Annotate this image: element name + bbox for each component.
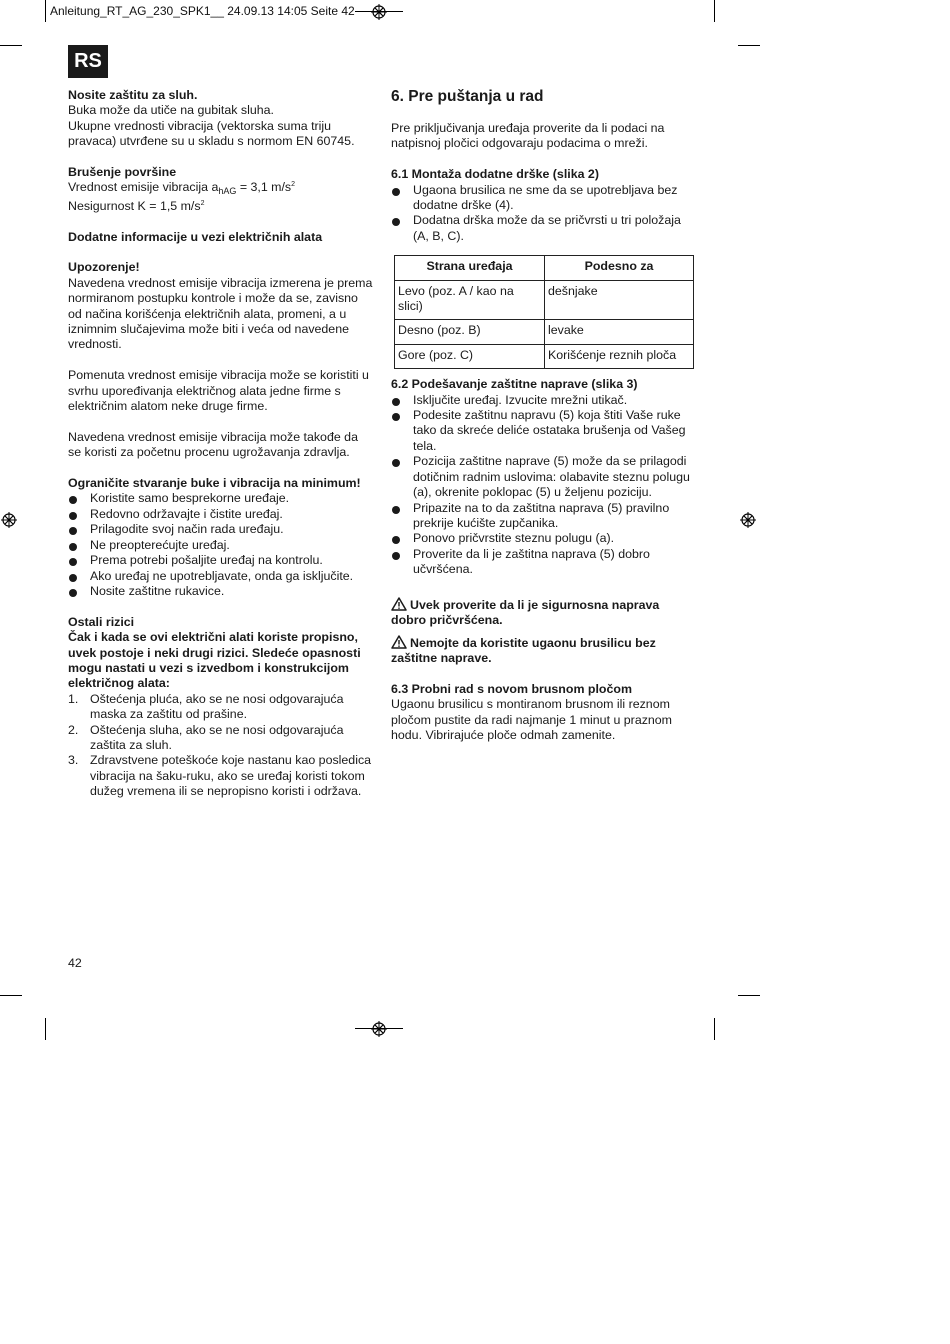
- risks-intro: Čak i kada se ovi električni alati koriste propisno, uvek postoje i neki drugi rizici. Sledeće opasnosti mogu nastati u vezi s izvedbom i konstrukcijom električnog alata:: [68, 630, 361, 691]
- warning-text: Navedena vrednost emisije vibracija izmerena je prema normiranom postupku kontrole i može da se, zavisno od načina korišćenja električnih alata, promeni, a u iznimnim slučajevima može biti i veća od navedene vrednosti.: [68, 275, 373, 352]
- crop-mark: [714, 0, 715, 22]
- grinding-title: Brušenje površine: [68, 165, 177, 180]
- table-cell: levake: [545, 320, 694, 344]
- table-header: Strana uređaja: [395, 256, 545, 280]
- risks-title: Ostali rizici: [68, 614, 135, 629]
- hearing-title: Nosite zaštitu za sluh.: [68, 88, 198, 102]
- warning-triangle-icon: [391, 597, 407, 611]
- table-row: [395, 344, 694, 368]
- list-item: Proverite da li je zaštitna naprava (5) dobro učvršćena.: [391, 547, 696, 578]
- limit-title: Ograničite stvaranje buke i vibracija na minimum!: [68, 476, 361, 491]
- s63-text: Ugaonu brusilicu s montiranom brusnom ili reznom pločom pustite da radi najmanje 1 minut u praznom hodu. Vibrirajuće ploče odmah zamenite.: [391, 697, 673, 743]
- s62-list: [391, 393, 696, 578]
- crop-mark: [738, 995, 760, 996]
- registration-mark-icon: [740, 512, 756, 528]
- hearing-text: Buka može da utiče na gubitak sluha.: [68, 103, 274, 118]
- handle-position-table: [394, 255, 694, 369]
- uncertainty-value: Nesigurnost K = 1,5 $m/s^2$: [68, 198, 205, 213]
- table-row: [395, 280, 694, 320]
- crop-mark: [355, 1028, 403, 1029]
- list-item: Podesite zaštitnu napravu (5) koja štiti Vaše ruke tako da skreće deliće ostataka brušenja od Vašeg tela.: [391, 408, 696, 454]
- warning-text: Navedena vrednost emisije vibracija može takođe da se koristi za početnu procenu ugrožavanja zdravlja.: [68, 429, 358, 460]
- left-column: [68, 88, 373, 800]
- s63-title: 6.3 Probni rad s novom brusnom pločom: [391, 681, 632, 696]
- vibration-value: Vrednost emisije vibracija $a_{hAG} = 3,1$ $m/s^2$: [68, 180, 296, 197]
- warning-triangle-icon: [391, 635, 407, 649]
- list-item: Dodatna drška može da se pričvrsti u tri položaja (A, B, C).: [391, 213, 696, 244]
- list-item: 1. Oštećenja pluća, ako se ne nosi odgovarajuća maska za zaštitu od prašine.: [68, 691, 344, 722]
- warning-text: Pomenuta vrednost emisije vibracija može se koristiti u svrhu upoređivanja električnog alata jedne firme s električnim alatom neke druge firme.: [68, 368, 369, 414]
- list-item: Redovno održavajte i čistite uređaj.: [68, 507, 373, 522]
- safety-warning: Uvek proverite da li je sigurnosna naprava dobro pričvršćena.: [391, 597, 660, 628]
- crop-mark: [738, 45, 760, 46]
- addinfo-title: Dodatne informacije u vezi električnih alata: [68, 229, 323, 244]
- table-cell: Korišćenje reznih ploča: [545, 344, 694, 368]
- table-cell: Gore (poz. C): [395, 344, 545, 368]
- risks-list: [68, 692, 373, 800]
- s61-title: 6.1 Montaža dodatne drške (slika 2): [391, 167, 599, 182]
- table-cell: Levo (poz. A / kao na slici): [395, 280, 545, 320]
- limit-list: [68, 491, 373, 599]
- list-item: Ne preopterećujte uređaj.: [68, 538, 373, 553]
- language-badge: RS: [68, 45, 108, 78]
- list-item: Prema potrebi pošaljite uređaj na kontrolu.: [68, 553, 373, 568]
- crop-mark: [0, 995, 22, 996]
- intro-text: Pre priključivanja uređaja proverite da li podaci na natpisnoj pločici odgovaraju podacima o mreži.: [391, 121, 665, 151]
- safety-warning: Nemojte da koristite ugaonu brusilicu bez zaštitne naprave.: [391, 635, 656, 666]
- hearing-text: Ukupne vrednosti vibracija (vektorska suma triju pravaca) utvrđene su u skladu s normom EN 60745.: [68, 118, 355, 149]
- list-item: Prilagodite svoj način rada uređaju.: [68, 522, 373, 537]
- list-item: Pozicija zaštitne naprave (5) može da se prilagodi dotičnim radnim uslovima: olabavite steznu polugu (a), okrenite poklopac (5) u željenu poziciju.: [391, 454, 696, 500]
- table-header: Podesno za: [545, 256, 694, 280]
- table-cell: Desno (poz. B): [395, 320, 545, 344]
- crop-mark: [714, 1018, 715, 1040]
- crop-mark: [45, 0, 46, 22]
- s61-list: [391, 183, 696, 245]
- registration-mark-icon: [371, 1021, 387, 1037]
- section-title: 6. Pre puštanja u rad: [391, 88, 544, 105]
- list-item: Nosite zaštitne rukavice.: [68, 584, 373, 599]
- registration-mark-icon: [371, 4, 387, 20]
- s62-title: 6.2 Podešavanje zaštitne naprave (slika 3): [391, 377, 638, 392]
- warning-title: Upozorenje!: [68, 260, 140, 275]
- right-column: [391, 88, 696, 744]
- list-item: Ugaona brusilica ne sme da se upotrebljava bez dodatne drške (4).: [391, 183, 696, 214]
- table-row: [395, 320, 694, 344]
- list-item: Ponovo pričvrstite steznu polugu (a).: [391, 531, 696, 546]
- list-item: Ako uređaj ne upotrebljavate, onda ga isključite.: [68, 569, 373, 584]
- list-item: Pripazite na to da zaštitna naprava (5) pravilno prekrije kućište zupčanika.: [391, 501, 696, 532]
- crop-mark: [45, 1018, 46, 1040]
- crop-mark: [0, 45, 22, 46]
- print-header: Anleitung_RT_AG_230_SPK1__ 24.09.13 14:05 Seite 42: [50, 4, 355, 18]
- list-item: 2. Oštećenja sluha, ako se ne nosi odgovarajuća zaštita za sluh.: [68, 722, 344, 752]
- list-item: Isključite uređaj. Izvucite mrežni utikač.: [391, 393, 696, 408]
- list-item: Koristite samo besprekorne uređaje.: [68, 491, 373, 506]
- crop-mark: [355, 11, 403, 12]
- list-item: 3. Zdravstvene poteškoće koje nastanu kao posledica vibracija na šaku-ruku, ako se uređaj koristi tokom dužeg vremena ili se nepropisno koristi i održava.: [68, 753, 372, 799]
- page-number: 42: [68, 956, 82, 970]
- registration-mark-icon: [1, 512, 17, 528]
- table-cell: dešnjake: [545, 280, 694, 320]
